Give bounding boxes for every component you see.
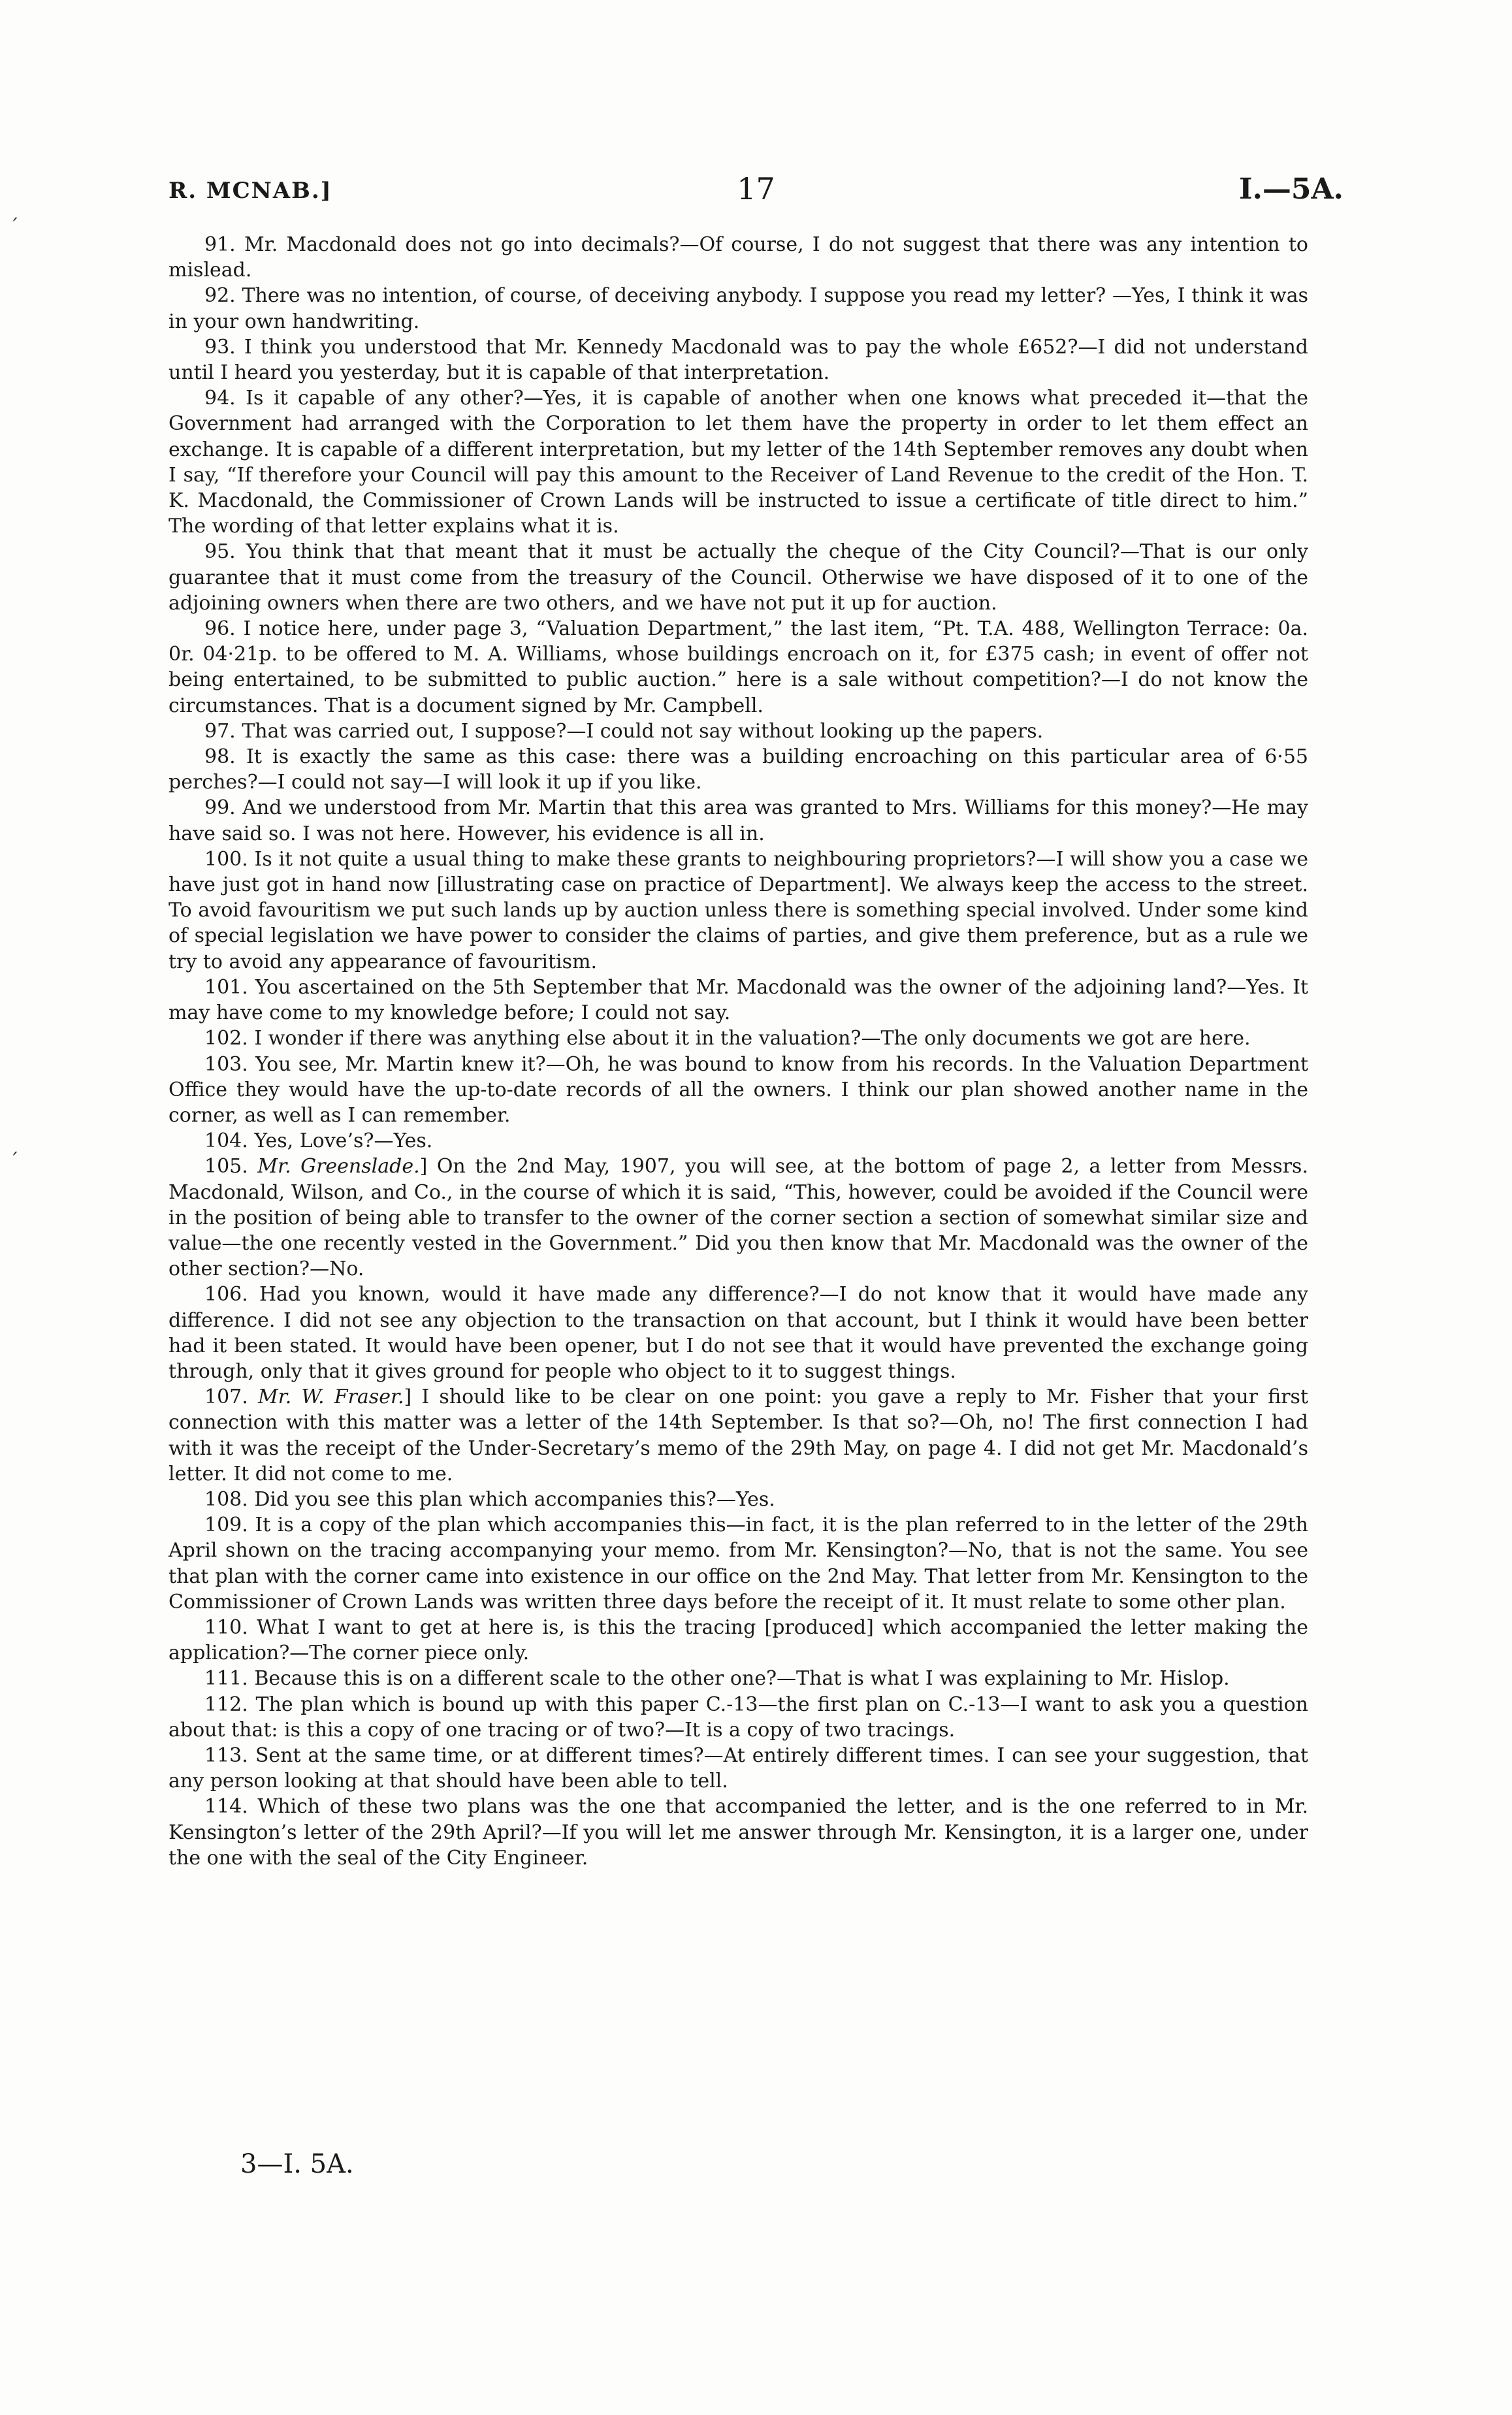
paragraph-112: 112. The plan which is bound up with this paper C.-13—the first plan on C.-13—I want to ask you a question about that: is this a copy of one tracing or of two?—It is a copy of two tracings.	[169, 1693, 1308, 1742]
margin-tick-mark: ˊ	[9, 1150, 19, 1173]
header-witness-name: R. MCNAB.]	[169, 178, 332, 204]
margin-tick-mark: ˊ	[9, 216, 19, 238]
paragraph-text: ] On the 2nd May, 1907, you will see, at the bottom of page 2, a letter from Messrs. Macdonald, Wilson, and Co., in the course of which it is said, “This, however, could be avoided if the Council were in the position of being able to transfer to the owner of the corner section a section of somewhat similar size and value—the one recently vested in the Government.” Did you then know that Mr. Macdonald was the owner of the other section?—No.	[169, 1155, 1308, 1281]
paragraph-number: 105.	[204, 1155, 248, 1178]
speaker-name: Mr. Greenslade.	[257, 1155, 420, 1178]
paragraph-113: 113. Sent at the same time, or at different times?—At entirely different times. I can see your suggestion, that any person looking at that should have been able to tell.	[169, 1743, 1308, 1793]
paragraph-98: 98. It is exactly the same as this case: there was a building encroaching on this particular area of 6·55 perches?—I could not say—I will look it up if you like.	[169, 745, 1308, 794]
page-header	[169, 171, 1343, 210]
paragraph-106: 106. Had you known, would it have made any difference?—I do not know that it would have made any difference. I did not see any objection to the transaction on that account, but I think it would have been better had it been stated. It would have been opener, but I do not see that it would have prevented the exchange going through, only that it gives ground for people who object to it to suggest things.	[169, 1283, 1308, 1383]
paragraph-text: ] I should like to be clear on one point: you gave a reply to Mr. Fisher that your first connection with this matter was a letter of the 14th September. Is that so?—Oh, no! The first connection I had with it was the receipt of the Under-Secretary’s memo of the 29th May, on page 4. I did not get Mr. Macdonald’s letter. It did not come to me.	[169, 1386, 1308, 1485]
paragraph-101: 101. You ascertained on the 5th September that Mr. Macdonald was the owner of the adjoining land?—Yes. It may have come to my knowledge before; I could not say.	[169, 975, 1308, 1025]
paragraph-number: 107.	[204, 1386, 248, 1409]
paragraph-99: 99. And we understood from Mr. Martin that this area was granted to Mrs. Williams for this money?—He may have said so. I was not here. However, his evidence is all in.	[169, 796, 1308, 845]
header-paper-reference: I.—5A.	[1239, 172, 1343, 206]
paragraph-92: 92. There was no intention, of course, of deceiving anybody. I suppose you read my letter? —Yes, I think it was in your own handwriting.	[169, 284, 1308, 333]
paragraph-102: 102. I wonder if there was anything else about it in the valuation?—The only documents we got are here.	[204, 1027, 1251, 1050]
paragraph-96: 96. I notice here, under page 3, “Valuation Department,” the last item, “Pt. T.A. 488, Wellington Terrace: 0a. 0r. 04·21p. to be offered to M. A. Williams, whose buildings encroach on it, for £375 cash; in event of offer not being entertained, to be submitted to public auction.” here is a sale without competition?—I do not know the circumstances. That is a document signed by Mr. Campbell.	[169, 617, 1308, 717]
paragraph-93: 93. I think you understood that Mr. Kennedy Macdonald was to pay the whole £652?—I did not understand until I heard you yesterday, but it is capable of that interpretation.	[169, 335, 1308, 385]
paragraph-103: 103. You see, Mr. Martin knew it?—Oh, he was bound to know from his records. In the Valuation Department Office they would have the up-to-date records of all the owners. I think our plan showed another name in the corner, as well as I can remember.	[169, 1052, 1308, 1127]
testimony-body	[169, 232, 1308, 1871]
paragraph-111: 111. Because this is on a different scale to the other one?—That is what I was explaining to Mr. Hislop.	[204, 1667, 1230, 1691]
paragraph-100: 100. Is it not quite a usual thing to make these grants to neighbouring proprietors?—I will show you a case we have just got in hand now [illustrating case on practice of Department]. We always keep the access to the street. To avoid favouritism we put such lands up by auction unless there is something special involved. Under some kind of special legislation we have power to consider the claims of parties, and give them preference, but as a rule we try to avoid any appearance of favouritism.	[169, 847, 1308, 973]
page-number: 17	[737, 171, 775, 206]
paragraph-109: 109. It is a copy of the plan which accompanies this—in fact, it is the plan referred to in the letter of the 29th April shown on the tracing accompanying your memo. from Mr. Kensington?—No, that is not the same. You see that plan with the corner came into existence in our office on the 2nd May. That letter from Mr. Kensington to the Commissioner of Crown Lands was written three days before the receipt of it. It must relate to some other plan.	[169, 1514, 1308, 1613]
paragraph-94: 94. Is it capable of any other?—Yes, it is capable of another when one knows what preceded it—that the Government had arranged with the Corporation to let them have the property in order to let them effect an exchange. It is capable of a different interpretation, but my letter of the 14th September removes any doubt when I say, “If therefore your Council will pay this amount to the Receiver of Land Revenue to the credit of the Hon. T. K. Macdonald, the Commissioner of Crown Lands will be instructed to issue a certificate of title direct to him.” The wording of that letter explains what it is.	[169, 387, 1308, 538]
paragraph-104: 104. Yes, Love’s?—Yes.	[204, 1129, 433, 1153]
paragraph-107	[169, 1384, 1308, 1487]
paragraph-110: 110. What I want to get at here is, is this the tracing [produced] which accompanied the letter making the application?—The corner piece only.	[169, 1615, 1308, 1665]
page-footer-signature: 3—I. 5A.	[240, 2149, 354, 2179]
paragraph-114: 114. Which of these two plans was the one that accompanied the letter, and is the one referred to in Mr. Kensington’s letter of the 29th April?—If you will let me answer through Mr. Kensington, it is a larger one, under the one with the seal of the City Engineer.	[169, 1795, 1308, 1870]
paragraph-91: 91. Mr. Macdonald does not go into decimals?—Of course, I do not suggest that there was any intention to mislead.	[169, 233, 1308, 282]
speaker-name: Mr. W. Fraser.	[257, 1386, 404, 1409]
paragraph-105	[169, 1154, 1308, 1282]
paragraph-108: 108. Did you see this plan which accompanies this?—Yes.	[204, 1487, 775, 1511]
paragraph-97: 97. That was carried out, I suppose?—I could not say without looking up the papers.	[204, 719, 1044, 743]
paragraph-95: 95. You think that that meant that it must be actually the cheque of the City Council?—That is our only guarantee that it must come from the treasury of the Council. Otherwise we have disposed of it to one of the adjoining owners when there are two others, and we have not put it up for auction.	[169, 540, 1308, 615]
